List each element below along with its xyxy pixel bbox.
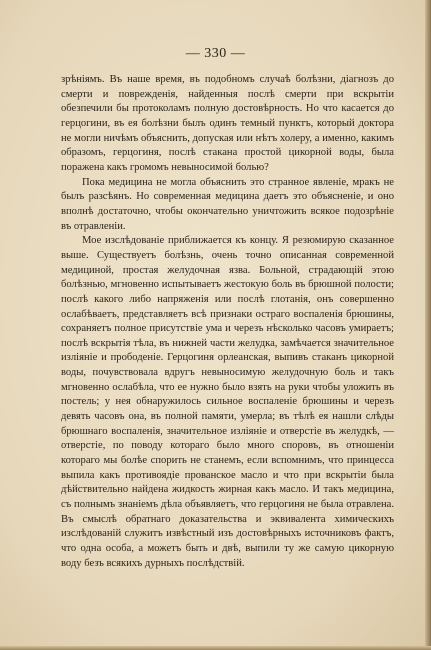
body-text [61,73,394,571]
paragraph-2: Пока медицина не могла объяснить это странное явленіе, мракъ не былъ разсѣянъ. Но современная медицина даетъ это объясненіе, и оно вполнѣ достаточно, чтобы окончательно уничтожить всякое подозрѣніе въ отравленіи. [61,176,394,232]
page-number: — 330 — [185,46,246,61]
page-edge-bottom [0,646,431,650]
paragraph-1: зрѣніямъ. Въ наше время, въ подобномъ случаѣ болѣзни, діагнозъ до смерти и поврежденія, найденныя послѣ смерти при вскрытіи обезпечили бы протоколамъ полную достовѣрность. Но что касается до герцогини, въ ея болѣзни былъ одинъ темный пунктъ, который доктора не могли ничѣмъ объяснить, допуская или нѣтъ холеру, а именно, какимъ образомъ, герцогиня, послѣ стакана простой цикорной воды, была поражена какъ громомъ невыносимой болью? [61,74,394,173]
paragraph-3: Мое изслѣдованіе приближается къ концу. Я резюмирую сказанное выше. Существуетъ болѣзнь, очень точно описанная современной медициной, простая желудочная язва. Больной, страдающій этою болѣзнью, мгновенно испытываетъ жестокую боль въ брюшной полости; послѣ какого либо напряженія или послѣ глотанія, онъ совершенно ослабѣваетъ, представляетъ всѣ признаки остраго воспаленія брюшины, сохраняетъ полное присутствіе ума и черезъ нѣсколько часовъ умираетъ; послѣ вскрытія тѣла, въ нижней части желудка, замѣчается значительное изліяніе и прободеніе. Герцогиня орлеанская, выпивъ стаканъ цикорной воды, почувствовала вдругъ невыносимую желудочную боль и такъ мгновенно ослабѣла, что ее нужно было взять на руки чтобы уложить въ постель; у нея обнаружилось сильное воспаленіе брюшины и черезъ девять часовъ она, въ полной памяти, умерла; въ тѣлѣ ея нашли слѣды брюшнаго воспаленія, значительное изліяніе и отверстіе въ желудкѣ, — отверстіе, по поводу котораго было много споровъ, въ отношеніи котораго мы болѣе спорить не станемъ, если вспомнимъ, что принцесса выпила какъ противоядіе прованское масло и что при вскрытіи была дѣйствительно найдена жидкость жирная какъ масло. И такъ медицина, съ полнымъ знаніемъ дѣла объявляетъ, что герцогиня не была отравлена. Въ смыслѣ обратнаго доказательства и эквивалента химическихъ изслѣдованій служитъ извѣстный изъ достовѣрныхъ источниковъ фактъ, что одна особа, а можетъ быть и двѣ, выпили ту же самую цикорную воду безъ всякихъ дурныхъ послѣдствій. [61,235,394,569]
page-edge-right [425,0,431,650]
